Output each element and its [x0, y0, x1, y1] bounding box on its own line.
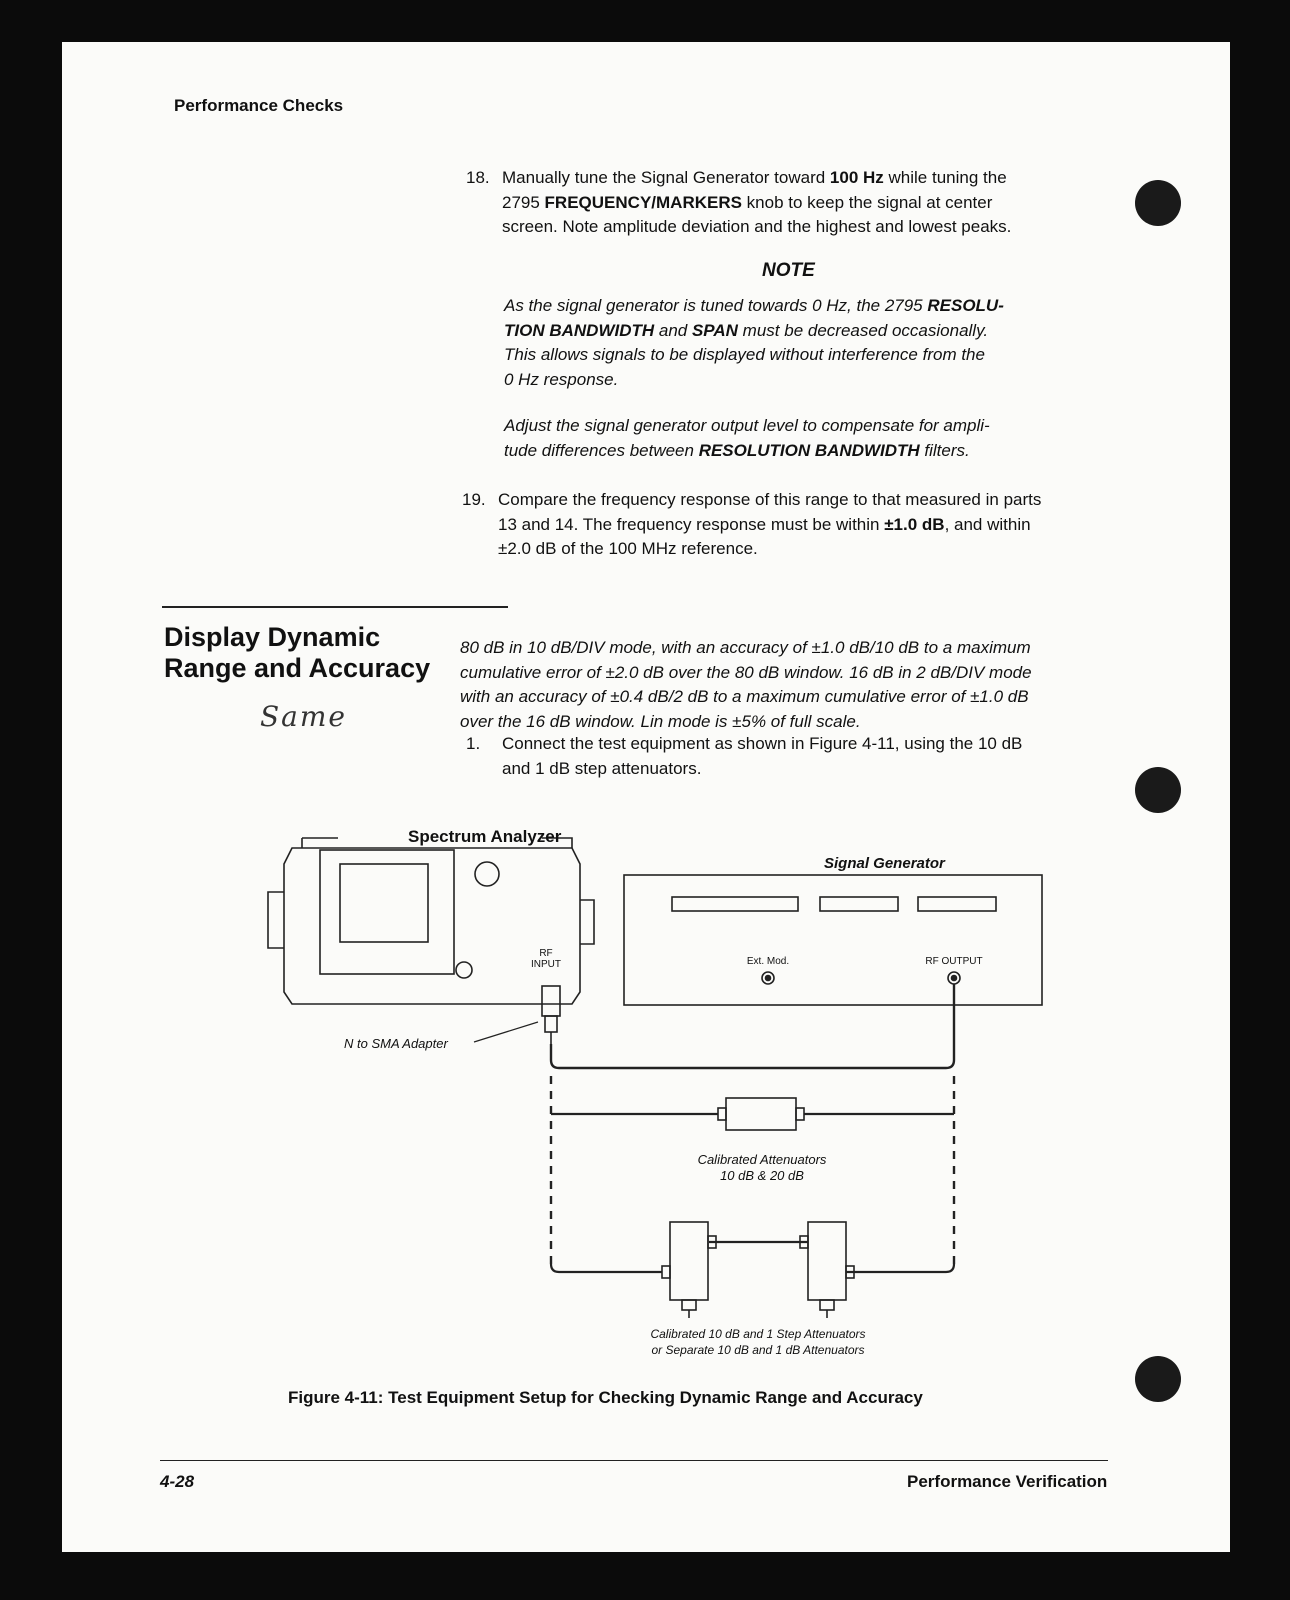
footer-rule	[160, 1460, 1108, 1461]
step-number: 1.	[466, 734, 481, 753]
spectrum-analyzer-label: Spectrum Analyzer	[408, 827, 562, 846]
svg-text:or Separate 10 dB and 1 dB Att: or Separate 10 dB and 1 dB Attenuators	[651, 1343, 865, 1357]
ext-mod-label: Ext. Mod.	[746, 956, 790, 967]
section-title: Display Dynamic Range and Accuracy	[164, 622, 431, 683]
note-paragraph-2: Adjust the signal generator output level to compensate for ampli- tude differences between RESOLUTION BANDWIDTH filters.	[504, 416, 990, 460]
step-number: 18.	[466, 168, 490, 187]
rf-input-label: RF	[539, 948, 553, 959]
spectrum-analyzer-icon	[268, 838, 594, 1004]
step-text: Compare the frequency response of this range to that measured in parts 13 and 14. The frequency response must be within ±1.0 dB, and within ±2.0 dB of the 100 MHz reference.	[498, 490, 1042, 558]
running-header: Performance Checks	[174, 96, 344, 115]
step-attenuator-icon	[662, 1222, 716, 1318]
section-spec: 80 dB in 10 dB/DIV mode, with an accuracy of ±1.0 dB/10 dB to a maximum cumulative error of ±2.0 dB over the 80 dB window. 16 dB in 2 dB/DIV mode with an accuracy of ±0.4 dB/2 dB to a maximum cumulative error of ±1.0 dB over the 16 dB window. Lin mode is ±5% of full scale.	[460, 638, 1032, 731]
test-setup-diagram	[242, 824, 1062, 1364]
step-number: 19.	[462, 490, 486, 509]
punch-hole	[1135, 767, 1181, 813]
signal-generator-icon	[624, 875, 1042, 1005]
page-number: 4-28	[160, 1472, 195, 1491]
svg-text:10 dB & 20 dB: 10 dB & 20 dB	[720, 1168, 804, 1183]
punch-hole	[1135, 1356, 1181, 1402]
step-text: Connect the test equipment as shown in Figure 4-11, using the 10 dB and 1 dB step attenuators.	[502, 734, 1023, 778]
adapter-icon	[542, 986, 560, 1044]
adapter-label: N to SMA Adapter	[344, 1036, 448, 1051]
step-attenuators-label: Calibrated 10 dB and 1 Step Attenuators	[650, 1327, 866, 1341]
manual-page	[62, 42, 1230, 1552]
cal-attenuators-label: Calibrated Attenuators	[697, 1152, 827, 1167]
svg-text:INPUT: INPUT	[531, 959, 561, 970]
rf-output-label: RF OUTPUT	[925, 956, 983, 967]
step-text: Manually tune the Signal Generator toward 100 Hz while tuning the 2795 FREQUENCY/MARKERS knob to keep the signal at center screen. Note amplitude deviation and the highest and lowest peaks.	[502, 168, 1012, 236]
punch-hole	[1135, 180, 1181, 226]
step-attenuator-icon	[800, 1222, 854, 1318]
signal-generator-label: Signal Generator	[824, 855, 945, 872]
footer-title: Performance Verification	[907, 1472, 1108, 1491]
note-title: NOTE	[762, 260, 815, 281]
figure-caption: Figure 4-11: Test Equipment Setup for Checking Dynamic Range and Accuracy	[288, 1388, 923, 1407]
handwritten-annotation: Same	[260, 700, 347, 733]
section-rule	[162, 606, 508, 608]
calibrated-attenuator-icon	[718, 1098, 804, 1130]
note-paragraph-1: As the signal generator is tuned towards 0 Hz, the 2795 RESOLU- TION BANDWIDTH and SPAN must be decreased occasionally. This allows signals to be displayed without interference from the 0 Hz response.	[504, 296, 1004, 389]
